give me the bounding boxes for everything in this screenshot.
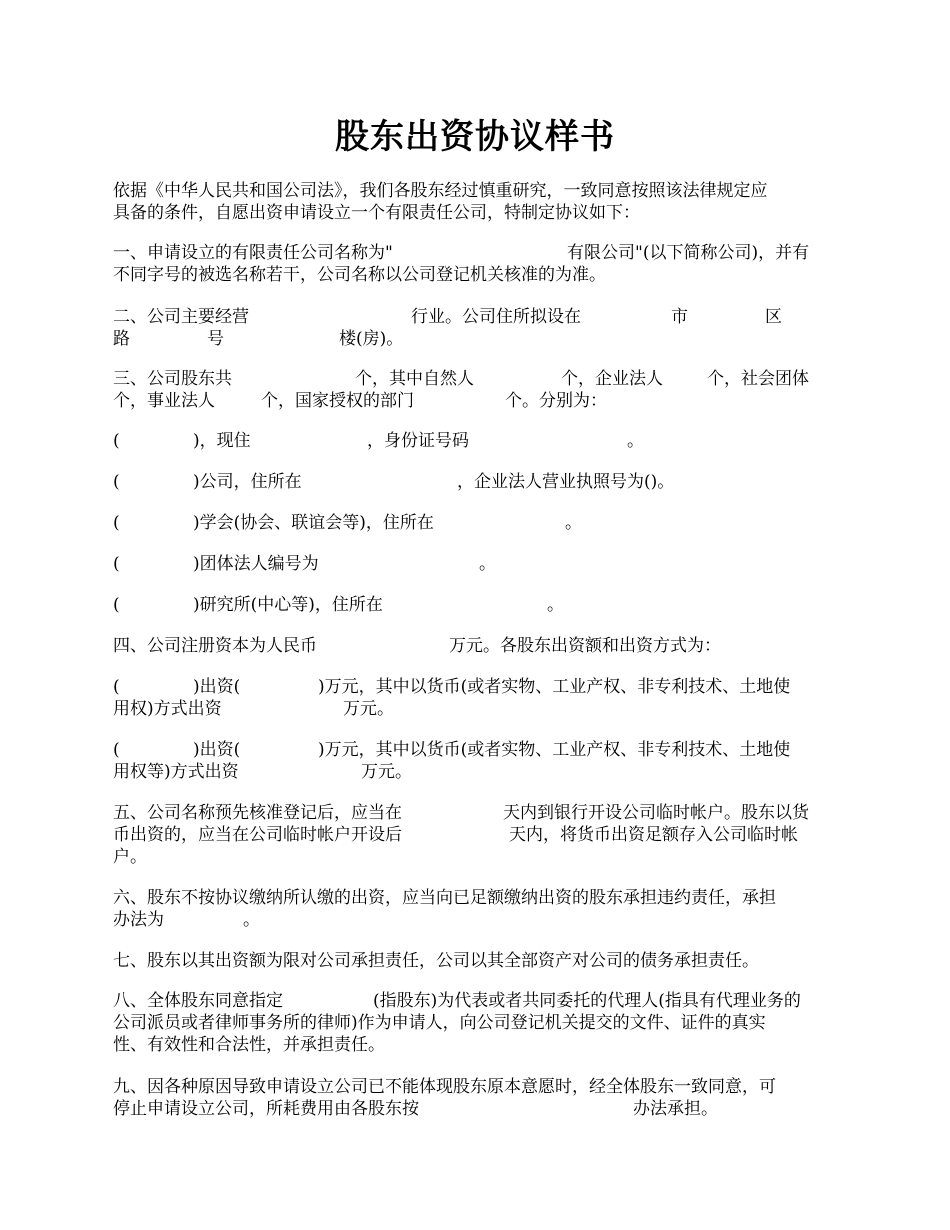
contribution-2-paren: ( — [113, 740, 120, 760]
clause-1-line-2: 不同字号的被选名称若干，公司名称以公司登记机关核准的为准。 — [113, 265, 606, 285]
clause-8-line-2: 公司派员或者律师事务所的律师)作为申请人，向公司登记机关提交的文件、证件的真实 — [113, 1013, 766, 1033]
contribution-2-text-c: )万元，其中以货币(或者实物、工业产权、非专利技术、土地使 — [318, 740, 791, 760]
clause-6-line-1: 六、股东不按协议缴纳所认缴的出资，应当向已足额缴纳出资的股东承担违约责任，承担 — [113, 888, 776, 908]
clause-9-text-b: 办法承担。 — [633, 1099, 718, 1119]
contribution-2-text-e: 万元。 — [361, 762, 412, 782]
clause-5-text-b: 天内到银行开设公司临时帐户。股东以货 — [503, 803, 809, 823]
clause-3-text-f: 个，国家授权的部门 — [261, 391, 414, 411]
shareholder-3-text-c: 。 — [565, 513, 582, 533]
clause-5-text-c: 币出资的，应当在公司临时帐户开设后 — [113, 825, 402, 845]
clause-5-text-d: 天内，将货币出资足额存入公司临时帐 — [509, 825, 798, 845]
shareholder-2-paren: ( — [113, 472, 120, 492]
contribution-2-text-b: )出资( — [193, 740, 241, 760]
clause-8-text-a: 八、全体股东同意指定 — [113, 991, 283, 1011]
clause-2-text-a: 二、公司主要经营 — [113, 307, 249, 327]
clause-3-text-d: 个，社会团体 — [707, 369, 809, 389]
clause-9-text-a: 停止申请设立公司，所耗费用由各股东按 — [113, 1099, 419, 1119]
clause-3-text-c: 个，企业法人 — [561, 369, 663, 389]
clause-5-text-a: 五、公司名称预先核准登记后，应当在 — [113, 803, 402, 823]
clause-4-text-a: 四、公司注册资本为人民币 — [113, 636, 317, 656]
clause-8-line-3: 性、有效性和合法性，并承担责任。 — [113, 1035, 385, 1055]
clause-9-line-1: 九、因各种原因导致申请设立公司已不能体现股东原本意愿时，经全体股东一致同意，可 — [113, 1077, 776, 1097]
shareholder-5-text-c: 。 — [547, 595, 564, 615]
clause-2-text-b: 行业。公司住所拟设在 — [411, 307, 581, 327]
shareholder-2-text-b: )公司，住所在 — [193, 472, 302, 492]
clause-2-number: 号 — [207, 329, 224, 349]
clause-6-text-b: 。 — [243, 910, 260, 930]
shareholder-3-paren: ( — [113, 513, 120, 533]
clause-1-text-b: 有限公司"(以下简称公司)，并有 — [567, 243, 810, 263]
clause-2-city: 市 — [671, 307, 688, 327]
shareholder-1-text-b: )，现住 — [193, 431, 251, 451]
shareholder-5-text-b: )研究所(中心等)，住所在 — [193, 595, 383, 615]
document-title: 股东出资协议样书 — [335, 117, 615, 157]
clause-5-text-e: 户。 — [113, 847, 147, 867]
clause-3-text-g: 个。分别为： — [505, 391, 607, 411]
shareholder-3-text-b: )学会(协会、联谊会等)，住所在 — [193, 513, 434, 533]
shareholder-1-text-c: ，身份证号码 — [367, 431, 469, 451]
clause-2-road: 路 — [113, 329, 130, 349]
intro-line-1: 依据《中华人民共和国公司法》，我们各股东经过慎重研究，一致同意按照该法律规定应 — [113, 181, 768, 201]
contribution-1-paren: ( — [113, 677, 120, 697]
clause-3-text-e: 个，事业法人 — [113, 391, 215, 411]
intro-line-2: 具备的条件，自愿出资申请设立一个有限责任公司，特制定协议如下： — [113, 203, 640, 223]
clause-8-text-b: (指股东)为代表或者共同委托的代理人(指具有代理业务的 — [373, 991, 801, 1011]
shareholder-4-paren: ( — [113, 554, 120, 574]
clause-2-building: 楼(房)。 — [339, 329, 404, 349]
shareholder-2-text-c: ，企业法人营业执照号为()。 — [457, 472, 675, 492]
clause-6-text-a: 办法为 — [113, 910, 164, 930]
contribution-1-text-c: )万元，其中以货币(或者实物、工业产权、非专利技术、土地使 — [318, 677, 791, 697]
contribution-1-text-d: 用权)方式出资 — [113, 699, 222, 719]
shareholder-1-paren: ( — [113, 431, 120, 451]
clause-3-text-b: 个，其中自然人 — [355, 369, 474, 389]
contribution-1-text-e: 万元。 — [343, 699, 394, 719]
contribution-1-text-b: )出资( — [193, 677, 241, 697]
shareholder-4-text-b: )团体法人编号为 — [193, 554, 319, 574]
clause-7-line-1: 七、股东以其出资额为限对公司承担责任，公司以其全部资产对公司的债务承担责任。 — [113, 951, 759, 971]
contribution-2-text-d: 用权等)方式出资 — [113, 762, 239, 782]
shareholder-5-paren: ( — [113, 595, 120, 615]
clause-2-district: 区 — [765, 307, 782, 327]
clause-3-text-a: 三、公司股东共 — [113, 369, 232, 389]
shareholder-1-text-d: 。 — [627, 431, 644, 451]
clause-1-text-a: 一、申请设立的有限责任公司名称为" — [113, 243, 393, 263]
shareholder-4-text-c: 。 — [479, 554, 496, 574]
clause-4-text-b: 万元。各股东出资额和出资方式为： — [449, 636, 721, 656]
